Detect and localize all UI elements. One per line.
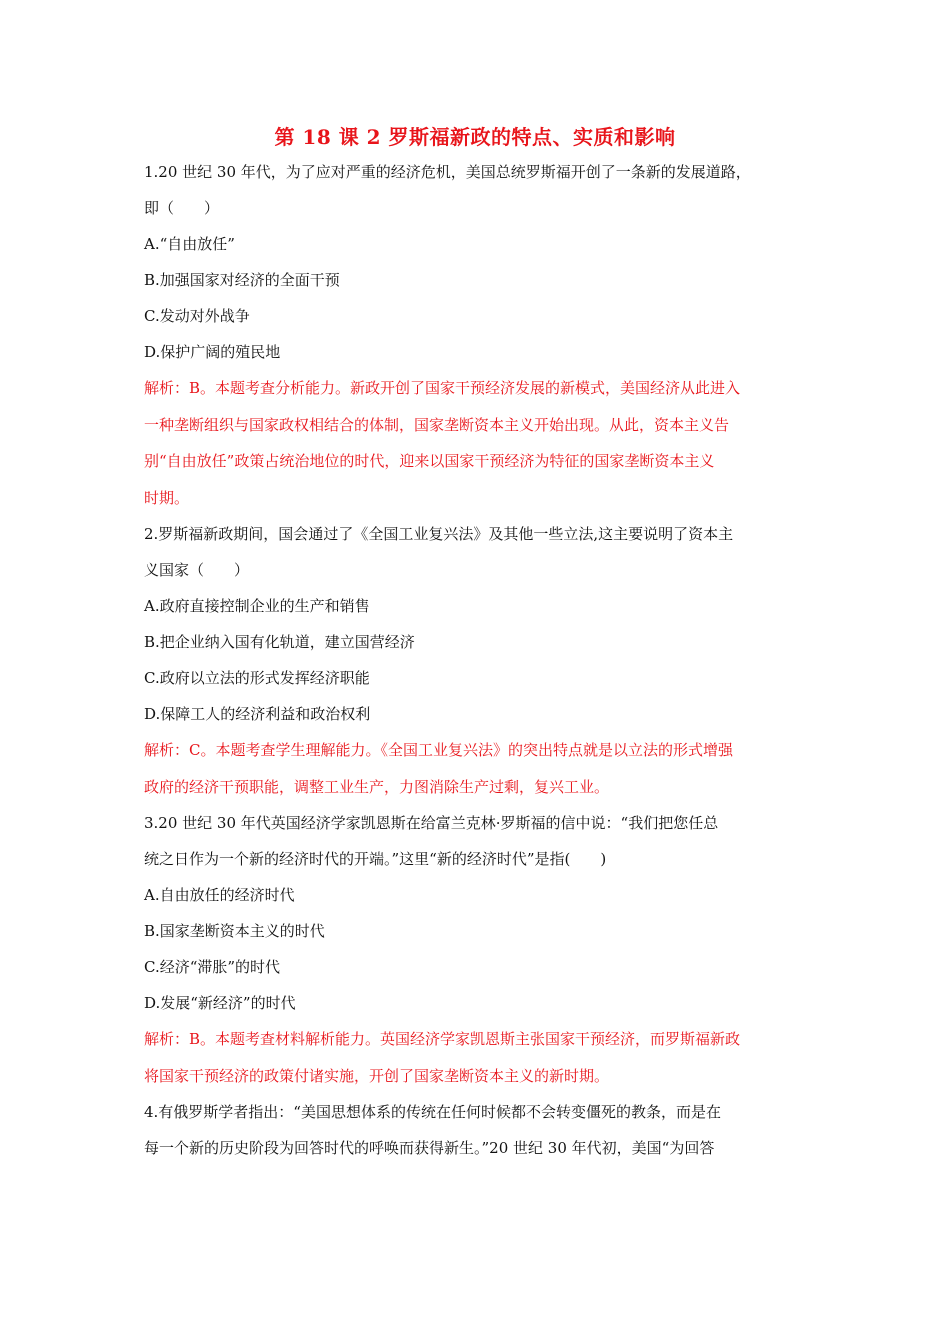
option-a: A.“自由放任” [144,235,235,253]
analysis-line: 政府的经济干预职能，调整工业生产，力图消除生产过剩，复兴工业。 [144,777,610,796]
question-stem-line: 4.有俄罗斯学者指出：“美国思想体系的传统在任何时候都不会转变僵死的教条，而是在 [144,1103,721,1121]
question-stem-line: 1.20 世纪 30 年代，为了应对严重的经济危机，美国总统罗斯福开创了一条新的发展道路， [144,163,751,181]
option-b: B.国家垄断资本主义的时代 [144,922,325,940]
question-stem-line: 即（ ） [144,199,220,217]
question-stem-line: 统之日作为一个新的经济时代的开端。”这里“新的经济时代”是指( ) [144,850,607,868]
question-stem-line: 义国家（ ） [144,561,250,579]
analysis-line: 一种垄断组织与国家政权相结合的体制，国家垄断资本主义开始出现。从此，资本主义告 [144,415,730,434]
analysis-line: 解析：B。本题考查分析能力。新政开创了国家干预经济发展的新模式，美国经济从此进入 [144,379,741,397]
question-stem-line: 3.20 世纪 30 年代英国经济学家凯恩斯在给富兰克林·罗斯福的信中说：“我们把您任总 [144,814,719,832]
option-d: D.保护广阔的殖民地 [144,343,281,361]
option-c: C.经济“滞胀”的时代 [144,958,281,976]
question-list [144,160,816,1172]
question-3 [144,811,816,1100]
question-1 [144,160,816,522]
analysis-line: 解析：B。本题考查材料解析能力。英国经济学家凯恩斯主张国家干预经济，而罗斯福新政 [144,1030,741,1048]
analysis-line: 时期。 [144,488,190,507]
option-a: A.自由放任的经济时代 [144,886,295,904]
option-c: C.发动对外战争 [144,307,250,325]
question-stem-line: 2.罗斯福新政期间，国会通过了《全国工业复兴法》及其他一些立法,这主要说明了资本主 [144,525,734,543]
option-c: C.政府以立法的形式发挥经济职能 [144,669,370,687]
analysis-line: 解析：C。本题考查学生理解能力。《全国工业复兴法》的突出特点就是以立法的形式增强 [144,741,733,759]
analysis-line: 别“自由放任”政策占统治地位的时代，迎来以国家干预经济为特征的国家垄断资本主义 [144,452,715,470]
analysis-line: 将国家干预经济的政策付诸实施，开创了国家垄断资本主义的新时期。 [144,1066,610,1085]
question-2 [144,522,816,811]
question-stem-line: 每一个新的历史阶段为回答时代的呼唤而获得新生。”20 世纪 30 年代初，美国“为回答 [144,1139,715,1157]
option-b: B.加强国家对经济的全面干预 [144,271,340,289]
question-4 [144,1100,816,1172]
page-title: 第 18 课 2 罗斯福新政的特点、实质和影响 [274,125,676,149]
option-b: B.把企业纳入国有化轨道，建立国营经济 [144,633,415,651]
option-d: D.保障工人的经济利益和政治权利 [144,705,371,723]
option-d: D.发展“新经济”的时代 [144,994,296,1012]
option-a: A.政府直接控制企业的生产和销售 [144,597,370,615]
